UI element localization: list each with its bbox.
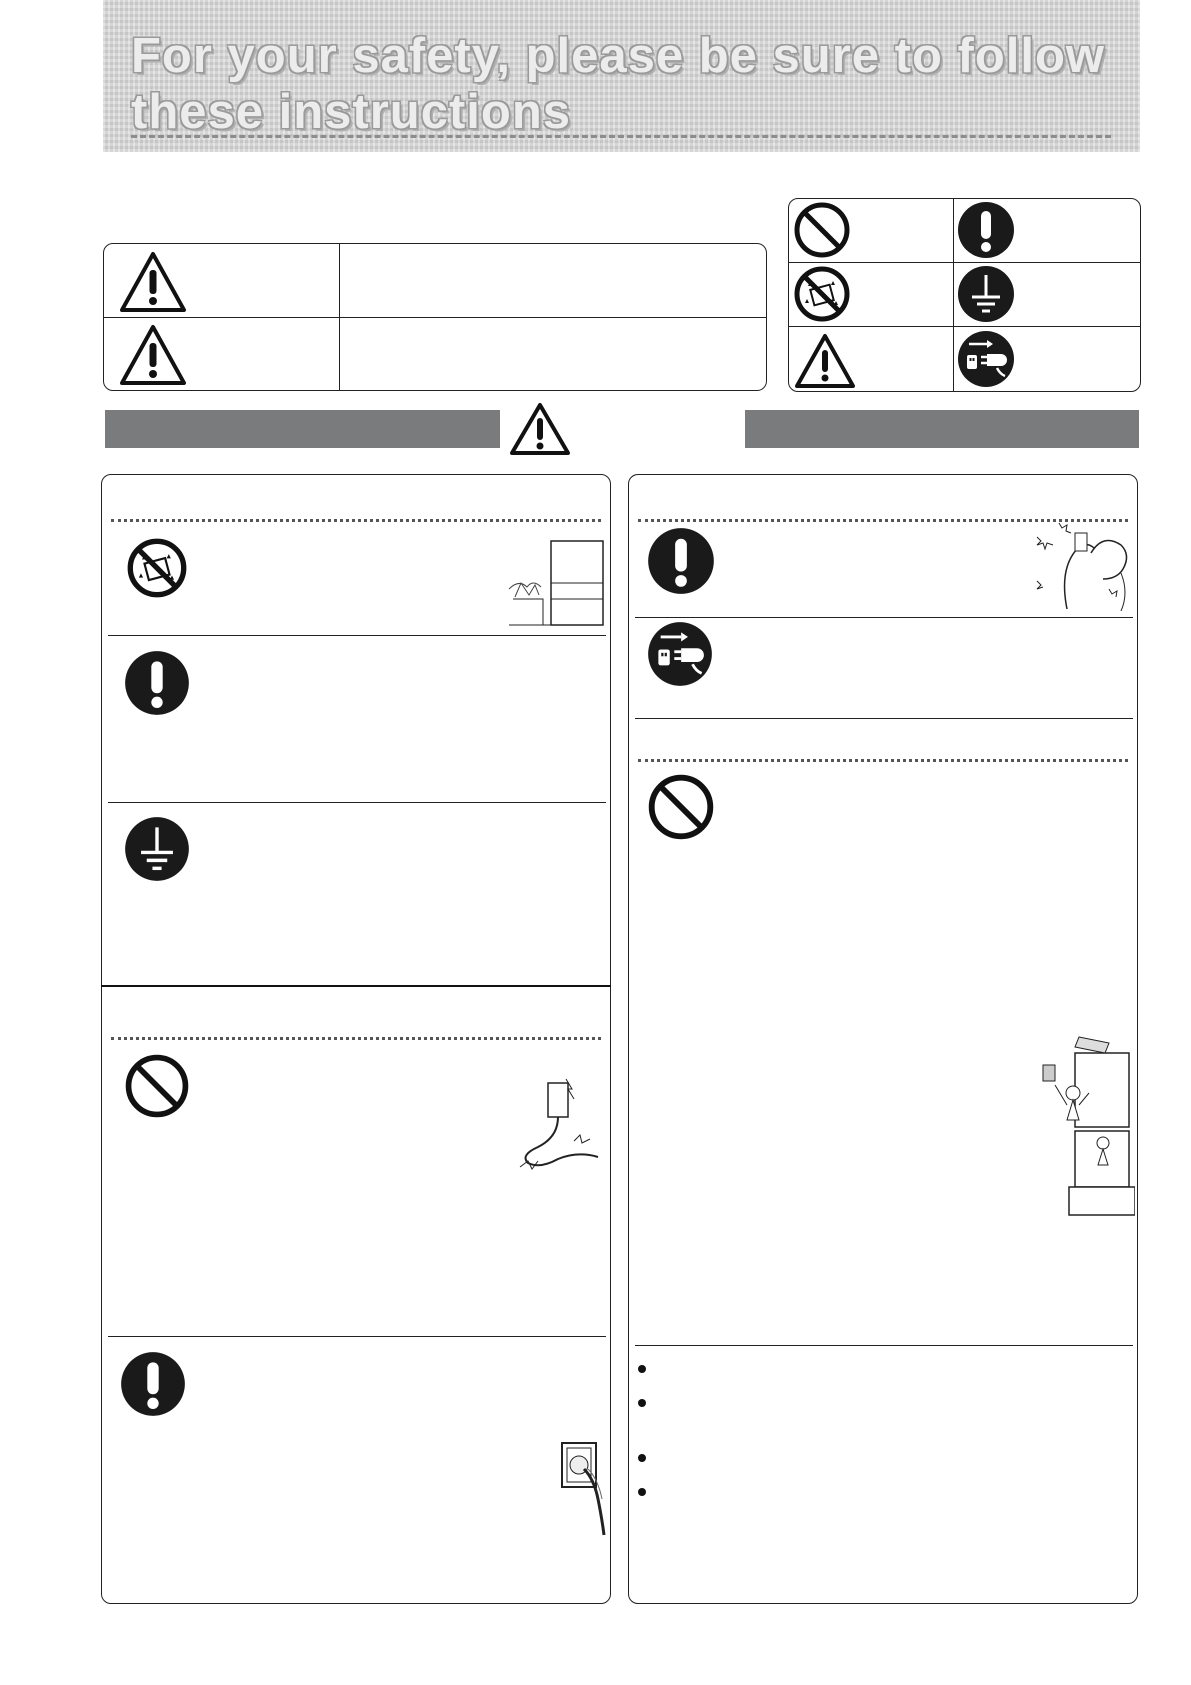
- title-line-2: these instructions: [131, 85, 572, 139]
- title-banner: [103, 0, 1140, 152]
- section-divider: [101, 985, 611, 987]
- section-bar-left: [105, 410, 500, 448]
- mandatory-icon: [124, 650, 190, 716]
- no-water-icon: [126, 537, 188, 599]
- earth-ground-icon: [957, 265, 1015, 323]
- prohibited-icon: [793, 201, 851, 259]
- dotted-rule: [638, 759, 1128, 762]
- item-divider: [635, 718, 1133, 719]
- earth-ground-icon: [124, 816, 190, 882]
- prohibited-icon: [647, 773, 715, 841]
- damaged-cord-illustration: [514, 1075, 610, 1180]
- item-divider: [108, 802, 606, 803]
- title-line-1: For your safety, please be sure to follow: [131, 29, 1106, 83]
- refrigerator-water-illustration: [507, 537, 607, 634]
- symbol-legend-table: [788, 198, 1141, 392]
- mandatory-icon: [120, 1351, 186, 1417]
- mandatory-icon: [647, 527, 715, 595]
- cleaning-plug-illustration: [1029, 519, 1135, 616]
- prohibited-icon: [124, 1053, 190, 1119]
- table-divider-horizontal: [104, 317, 766, 318]
- bullet: [638, 1454, 646, 1462]
- right-warning-panel: [628, 474, 1138, 1604]
- mandatory-icon: [957, 201, 1015, 259]
- legend-divider-vertical: [953, 199, 954, 391]
- item-divider: [108, 635, 606, 636]
- bullet: [638, 1365, 646, 1373]
- children-climbing-illustration: [1039, 1031, 1135, 1222]
- item-divider: [108, 1336, 606, 1337]
- section-bar-right: [745, 410, 1139, 448]
- banner-dashed-rule: [131, 135, 1111, 138]
- unplug-icon: [647, 621, 713, 687]
- caution-triangle-icon: [118, 323, 188, 387]
- page-title: [131, 28, 1131, 140]
- warning-triangle-icon: [793, 332, 857, 390]
- unplug-icon: [957, 330, 1015, 388]
- left-warning-panel: [101, 474, 611, 1604]
- warning-triangle-icon: [508, 401, 572, 457]
- no-water-icon: [793, 265, 851, 323]
- bullet: [638, 1488, 646, 1496]
- item-divider: [635, 617, 1133, 618]
- item-divider: [635, 1345, 1133, 1346]
- hazard-level-table: [103, 243, 767, 391]
- warning-triangle-icon: [118, 250, 188, 314]
- dotted-rule: [111, 1037, 601, 1040]
- wall-outlet-plug-illustration: [558, 1439, 608, 1544]
- legend-divider-1: [789, 262, 1140, 263]
- bullet: [638, 1399, 646, 1407]
- dotted-rule: [111, 519, 601, 522]
- legend-divider-2: [789, 326, 1140, 327]
